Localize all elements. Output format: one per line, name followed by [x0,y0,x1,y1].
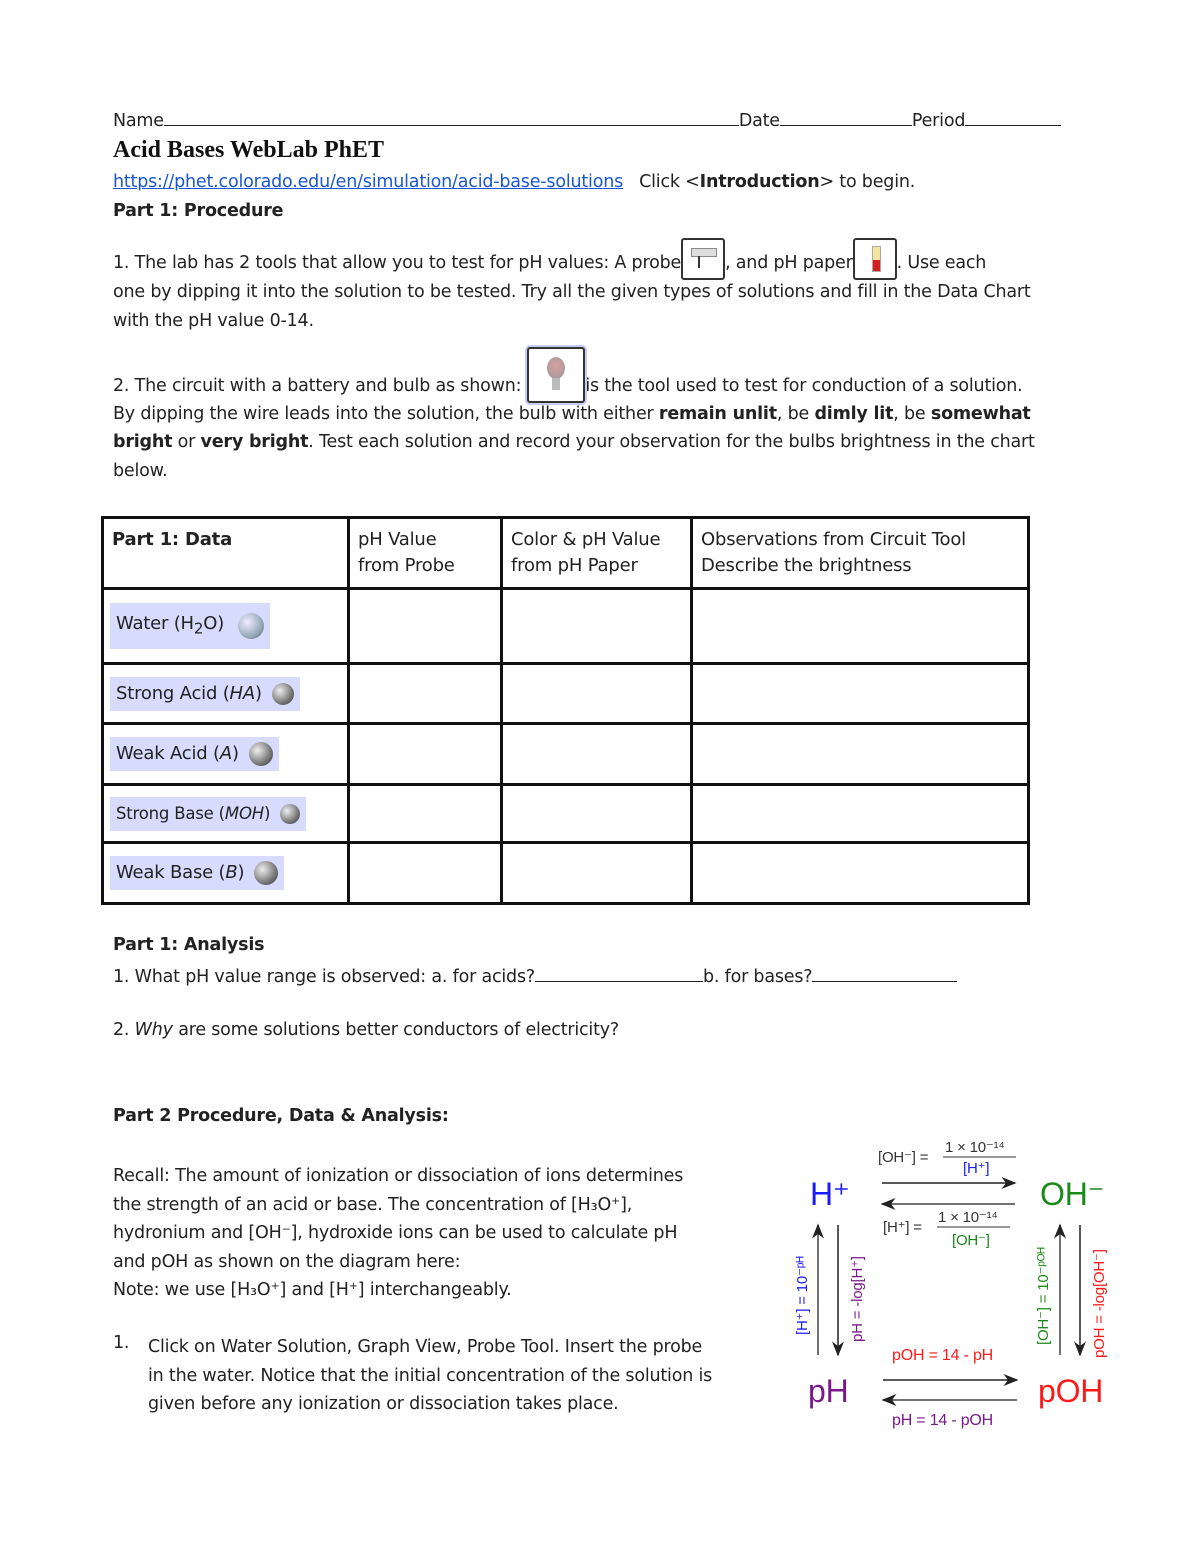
formula: A [219,743,232,764]
table-row [103,664,1029,724]
text: By dipping the wire leads into the solution, the bulb with either [113,404,659,424]
water-molecule-icon [238,613,264,639]
why: Why [134,1020,173,1040]
cell[interactable] [349,664,502,724]
step2-line1 [113,376,1023,397]
part2-heading: Part 2 Procedure, Data & Analysis: [113,1106,449,1126]
step2-line2 [113,404,1031,424]
phet-link[interactable]: https://phet.colorado.edu/en/simulation/acid-base-solutions [113,172,624,192]
frac-num-2: 1 × 10⁻¹⁴ [938,1209,998,1226]
recall-line: the strength of an acid or base. The concentration of [H₃O⁺], [113,1194,633,1215]
cell[interactable] [349,785,502,843]
label: Water (H [116,612,194,634]
table-row [103,724,1029,785]
analysis-heading: Part 1: Analysis [113,935,265,955]
ph-poh-diagram [780,1130,1120,1440]
dimly-lit: dimly lit [814,404,894,424]
recall-line: hydronium and [OH⁻], hydroxide ions can be used to calculate pH [113,1223,678,1243]
label: Strong Acid ( [116,682,230,704]
text: or [172,432,201,452]
label: ) [263,803,271,823]
label: Weak Base ( [116,862,226,883]
text: , be [776,404,815,424]
step-line: given before any ionization or dissociation takes place. [148,1394,619,1414]
q1-text-b: b. for bases? [702,967,813,987]
somewhat: somewhat [930,404,1031,424]
h-ion-label: H⁺ [810,1176,850,1212]
text: , be [893,404,931,424]
page-title: Acid Bases WebLab PhET [113,137,384,163]
formula: B [225,862,238,883]
text: . Test each solution and record your observation for the bulbs brightness in the chart [308,432,1035,452]
header-line [113,107,1061,131]
cell[interactable] [502,785,692,843]
frac-den-oh: [OH⁻] [952,1232,990,1249]
step1-text-c: . Use each [896,253,987,273]
step2-line3 [113,432,1035,452]
frac-num: 1 × 10⁻¹⁴ [945,1139,1005,1156]
subscript: 2 [193,619,204,638]
label: Strong Base ( [116,803,225,823]
analysis-q2 [113,1020,619,1040]
recall-line: Recall: The amount of ionization or dissociation of ions determines [113,1166,684,1186]
header-cell: Part 1: Data [103,518,349,589]
date-field[interactable] [780,107,912,126]
label: Weak Acid ( [116,743,220,764]
cell[interactable] [502,724,692,785]
step1-line3: with the pH value 0-14. [113,311,314,331]
procedure-heading: Part 1: Procedure [113,201,284,221]
poh-eq: pOH = 14 - pH [892,1347,994,1364]
ph-paper-icon [853,238,897,280]
oh-eq-label: [OH⁻] = [878,1149,929,1166]
period-label: Period [911,111,966,131]
label: ) [254,682,262,704]
cell[interactable] [502,843,692,904]
link-line [113,172,915,192]
h-from-ph: [H⁺] = 10⁻ᵖᴴ [794,1256,811,1335]
date-label: Date [738,111,780,131]
table-row [103,843,1029,904]
name-label: Name [113,111,164,131]
table-header-row [103,518,1029,589]
table-row [103,785,1029,843]
part2-step1-number: 1. [113,1333,130,1353]
very-bright: very bright [200,432,309,452]
acids-answer[interactable] [535,963,703,982]
cell[interactable] [692,589,1029,664]
recall-line: and pOH as shown on the diagram here: [113,1251,461,1272]
period-field[interactable] [965,107,1061,126]
probe-icon [681,238,725,280]
weak-acid-chip [110,737,279,771]
data-table [101,516,1030,905]
light-bulb-icon [527,347,585,403]
cell[interactable] [692,843,1029,904]
strong-base-chip [110,797,306,831]
text: are some solutions better conductors of electricity? [172,1020,619,1040]
step1-text-a: 1. The lab has 2 tools that allow you to test for pH values: A probe [113,253,682,273]
remain-unlit: remain unlit [658,404,777,424]
poh-label: pOH [1038,1373,1104,1409]
cell[interactable] [349,724,502,785]
label: O) [203,612,225,634]
step-line: Click on Water Solution, Graph View, Probe Tool. Insert the probe [148,1337,703,1357]
cell[interactable] [349,843,502,904]
header-cell: Color & pH Value from pH Paper [502,518,692,589]
molecule-icon [254,861,278,885]
header-cell: pH Value from Probe [349,518,502,589]
name-field[interactable] [164,107,739,126]
step2-line4: below. [113,461,168,481]
ph-from-h: pH = -log[H⁺] [849,1256,866,1342]
text: 2. [113,1020,135,1040]
h-eq-label: [H⁺] = [883,1219,922,1236]
header-cell: Observations from Circuit Tool Describe the brightness [692,518,1029,589]
bases-answer[interactable] [812,963,957,982]
label: ) [231,743,239,764]
analysis-q1 [113,963,957,987]
strong-acid-chip [110,677,300,711]
frac-den-h: [H⁺] [963,1160,990,1177]
cell[interactable] [692,724,1029,785]
poh-from-oh: pOH = -log[OH⁻] [1091,1249,1108,1358]
bright: bright [113,432,173,452]
step1-text-b: , and pH paper [725,253,853,273]
cell[interactable] [692,664,1029,724]
label: ) [237,862,245,883]
formula: MOH [224,803,264,823]
step2-text-b: is the tool used to test for conduction of a solution. [585,376,1023,396]
part2-step1 [148,1333,712,1419]
step-line: in the water. Notice that the initial concentration of the solution is [148,1365,713,1386]
ph-eq: pH = 14 - pOH [892,1412,994,1429]
recall-line: Note: we use [H₃O⁺] and [H⁺] interchangeably. [113,1280,512,1300]
q1-text: 1. What pH value range is observed: a. for acids? [113,967,535,987]
table-row [103,589,1029,664]
water-chip [110,603,270,650]
step2-text-a: 2. The circuit with a battery and bulb as shown: [113,376,522,396]
molecule-icon [272,683,294,705]
cell[interactable] [692,785,1029,843]
molecule-icon [249,742,273,766]
molecule-icon [280,804,300,824]
recall-paragraph [113,1162,683,1305]
cell[interactable] [502,589,692,664]
cell[interactable] [502,664,692,724]
weak-base-chip [110,856,284,890]
step1-line2: one by dipping it into the solution to be tested. Try all the given types of solutions and fill in the Data Chart [113,282,1031,302]
introduction-label: Introduction [699,172,820,192]
step1-line1 [113,253,986,274]
click-text-end: > to begin. [819,172,916,192]
cell[interactable] [349,589,502,664]
formula: HA [229,682,255,704]
oh-ion-label: OH⁻ [1040,1176,1105,1212]
oh-from-poh: [OH⁻] = 10⁻ᵖᴼᴴ [1035,1247,1052,1345]
ph-label: pH [808,1373,849,1409]
click-text: Click < [639,172,700,192]
